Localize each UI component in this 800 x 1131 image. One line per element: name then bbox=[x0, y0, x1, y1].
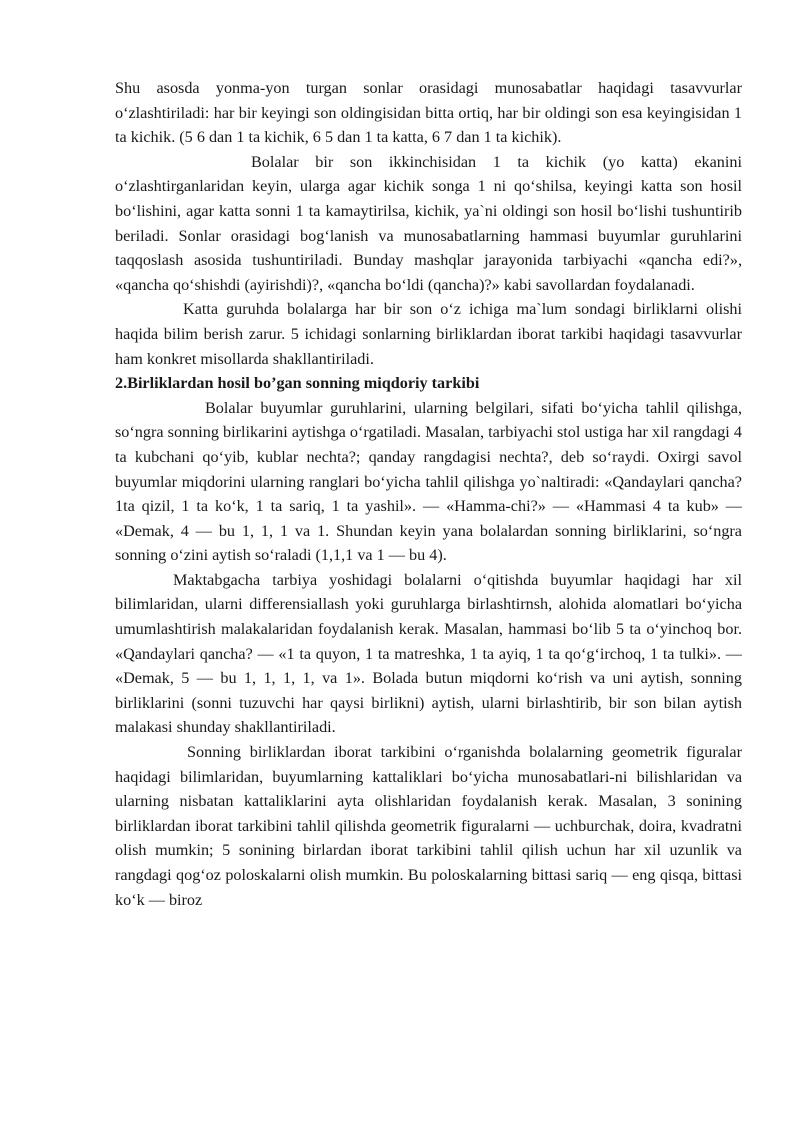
paragraph-4: Bolalar buyumlar guruhlarini, ularning belgilari, sifati bo‘yicha tahlil qilishga, so‘ngra sonning birlikarini aytishga o‘rgatiladi. Masalan, tarbiyachi stol ustiga har xil rangdagi 4 ta kubchani qo‘yib, kublar nechta?; qanday rangdagisi nechta?, deb so‘raydi. Oxirgi savol buyumlar miqdorini ularning ranglari bo‘yicha tahlil qilishga yo`naltiradi: «Qandaylari qancha? 1ta qizil, 1 ta ko‘k, 1 ta sariq, 1 ta yashil». — «Hamma-chi?» — «Hammasi 4 ta kub» — «Demak, 4 — bu 1, 1, 1 va 1. Shundan keyin yana bolalardan sonning birliklarini, so‘ngra sonning o‘zini aytish so‘raladi (1,1,1 va 1 — bu 4). bbox=[115, 398, 742, 565]
document-page bbox=[115, 76, 742, 912]
section-heading: 2.Birliklardan hosil bo’gan sonning miqdoriy tarkibi bbox=[115, 374, 480, 393]
paragraph-6: Sonning birliklardan iborat tarkibini o‘rganishda bolalarning geometrik figuralar haqidagi bilimlaridan, buyumlarning kattaliklari bo‘yicha munosabatlari-ni bilishlaridan va ularning nisbatan kattaliklarini ayta olishlaridan foydalanish kerak. Masalan, 3 sonining birliklardan iborat tarkibini tahlil qilishda geometrik figuralarni — uchburchak, doira, kvadratni olish mumkin; 5 sonining birlardan iborat tarkibini tahlil qilish uchun har xil uzunlik va rangdagi qog‘oz poloskalarni olish mumkin. Bu poloskalarning bittasi sariq — eng qisqa, bittasi ko‘k — biroz bbox=[115, 743, 742, 909]
paragraph-2: Bolalar bir son ikkinchisidan 1 ta kichik (yo katta) ekanini o‘zlashtirganlaridan keyin, ularga agar kichik songa 1 ni qo‘shilsa, keyingi katta son hosil bo‘lishini, agar katta sonni 1 ta kamaytirilsa, kichik, ya`ni oldingi son hosil bo‘lishi tushuntirib beriladi. Sonlar orasidagi bog‘lanish va munosabatlarning hammasi buyumlar guruhlarini taqqoslash asosida tushuntiriladi. Bunday mashqlar jarayonida tarbiyachi «qancha edi?», «qancha qo‘shishdi (ayirishdi)?, «qancha bo‘ldi (qancha)?» kabi savollardan foydalanadi. bbox=[115, 152, 742, 294]
paragraph-3: Katta guruhda bolalarga har bir son o‘z ichiga ma`lum sondagi birliklarni olishi haqida bilim berish zarur. 5 ichidagi sonlarning birliklardan iborat tarkibi haqidagi tasavvurlar ham konkret misollarda shakllantiriladi. bbox=[115, 300, 742, 368]
paragraph-5: Maktabgacha tarbiya yoshidagi bolalarni o‘qitishda buyumlar haqidagi har xil bilimlaridan, ularni differensiallash yoki guruhlarga birlashtirnsh, alohida alomatlari bo‘yicha umumlashtirish malakalaridan foydalanish kerak. Masalan, hammasi bo‘lib 5 ta o‘yinchoq bor. «Qandaylari qancha? — «1 ta quyon, 1 ta matreshka, 1 ta ayiq, 1 ta qo‘g‘irchoq, 1 ta tulki». — «Demak, 5 — bu 1, 1, 1, 1, va 1». Bolada butun miqdorni ko‘rish va uni aytish, sonning birliklarini (sonni tuzuvchi har qaysi birlikni) aytish, ularni birlashtirib, bir son bilan aytish malakasi shunday shakllantiriladi. bbox=[115, 570, 742, 737]
paragraph-1: Shu asosda yonma-yon turgan sonlar orasidagi munosabatlar haqidagi tasavvurlar o‘zlashtiriladi: har bir keyingi son oldingisidan bitta ortiq, har bir oldingi son esa keyingisidan 1 ta kichik. (5 6 dan 1 ta kichik, 6 5 dan 1 ta katta, 6 7 dan 1 ta kichik). bbox=[115, 79, 742, 147]
